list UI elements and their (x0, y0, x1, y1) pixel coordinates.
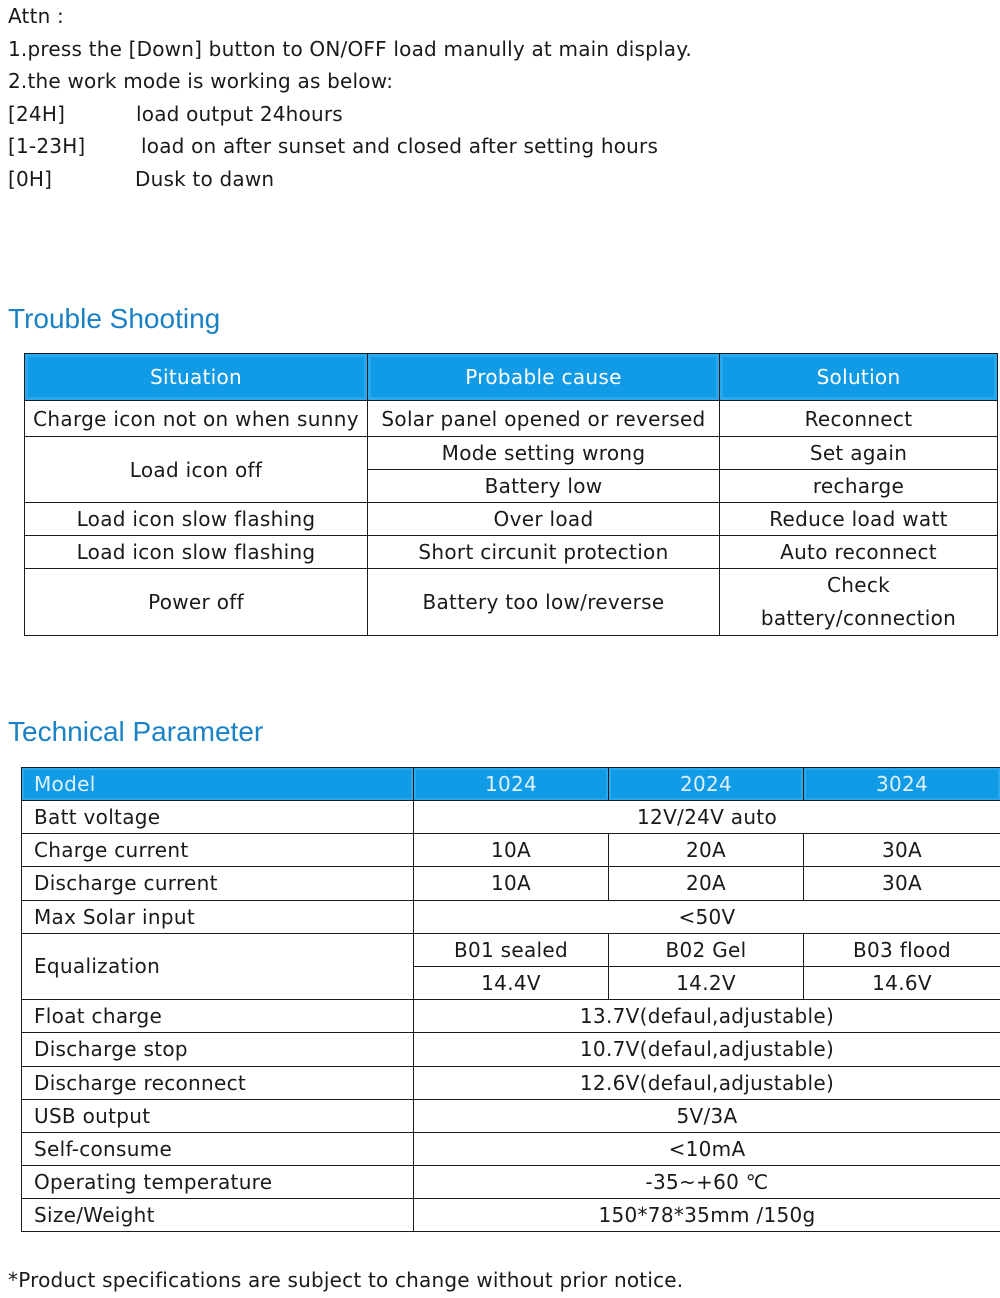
header-model-1024: 1024 (414, 768, 609, 801)
param-value: 14.2V (609, 966, 804, 999)
technical-parameter-heading: Technical Parameter (8, 716, 264, 747)
table-row (25, 503, 998, 536)
param-value: 14.4V (414, 966, 609, 999)
param-value: 30A (804, 834, 1000, 867)
table-row (25, 536, 998, 569)
trouble-shooting-heading: Trouble Shooting (8, 303, 221, 334)
mode-desc: load on after sunset and closed after setting hours (141, 134, 659, 158)
solution-cell: recharge (720, 470, 998, 503)
param-value: 5V/3A (414, 1099, 1000, 1132)
param-value: 20A (609, 834, 804, 867)
param-value: <50V (414, 900, 1000, 933)
table-row (22, 834, 1000, 867)
param-label: Size/Weight (22, 1199, 414, 1232)
table-row (25, 401, 998, 437)
cause-cell: Mode setting wrong (368, 437, 720, 470)
param-value: B01 sealed (414, 933, 609, 966)
solution-line: Check (826, 573, 891, 597)
mode-1-23h (8, 130, 692, 163)
header-solution: Solution (720, 354, 998, 401)
table-row (25, 569, 998, 636)
param-label: Float charge (22, 1000, 414, 1033)
attn-title: Attn : (8, 4, 64, 28)
mode-24h (8, 98, 692, 131)
param-label: Discharge stop (22, 1033, 414, 1066)
param-value: 14.6V (804, 966, 1000, 999)
solution-cell: Reduce load watt (720, 503, 998, 536)
situation-cell: Charge icon not on when sunny (25, 401, 368, 437)
solution-cell: Reconnect (720, 401, 998, 437)
param-value: 12.6V(defaul,adjustable) (414, 1066, 1000, 1099)
header-model: Model (22, 768, 414, 801)
header-situation: Situation (25, 354, 368, 401)
cause-cell: Solar panel opened or reversed (368, 401, 720, 437)
table-header-row (25, 354, 998, 401)
param-value: 13.7V(defaul,adjustable) (414, 1000, 1000, 1033)
param-label: Discharge reconnect (22, 1066, 414, 1099)
table-row (22, 1132, 1000, 1165)
param-value: <10mA (414, 1132, 1000, 1165)
table-header-row (22, 768, 1000, 801)
table-row (22, 900, 1000, 933)
situation-cell: Load icon slow flashing (25, 536, 368, 569)
technical-parameter-table (21, 767, 1000, 1232)
solution-cell: Set again (720, 437, 998, 470)
param-value: B03 flood (804, 933, 1000, 966)
param-label: USB output (22, 1099, 414, 1132)
param-value: 12V/24V auto (414, 801, 1000, 834)
attn-line-2: 2.the work mode is working as below: (8, 69, 394, 93)
table-row (25, 437, 998, 470)
param-value: B02 Gel (609, 933, 804, 966)
solution-line: battery/connection (760, 606, 957, 630)
table-row (22, 867, 1000, 900)
table-row (22, 1033, 1000, 1066)
table-row (22, 933, 1000, 966)
header-model-3024: 3024 (804, 768, 1000, 801)
mode-desc: load output 24hours (136, 101, 343, 126)
situation-cell: Load icon off (25, 437, 368, 503)
cause-cell: Short circunit protection (368, 536, 720, 569)
mode-tag: [0H] (8, 166, 53, 191)
cause-cell: Battery too low/reverse (368, 569, 720, 636)
param-label: Discharge current (22, 867, 414, 900)
param-value: -35~+60 ℃ (414, 1166, 1000, 1199)
mode-tag: [1-23H] (8, 134, 86, 158)
header-probable-cause: Probable cause (368, 354, 720, 401)
mode-desc: Dusk to dawn (135, 166, 275, 191)
trouble-shooting-table (24, 353, 998, 636)
param-value: 30A (804, 867, 1000, 900)
mode-tag: [24H] (8, 101, 66, 126)
param-label: Operating temperature (22, 1166, 414, 1199)
param-value: 10A (414, 867, 609, 900)
param-label: Batt voltage (22, 801, 414, 834)
attn-notes (8, 0, 692, 195)
table-row (22, 1099, 1000, 1132)
param-value: 10A (414, 834, 609, 867)
situation-cell: Power off (25, 569, 368, 636)
table-row (22, 801, 1000, 834)
param-label: Charge current (22, 834, 414, 867)
table-row (22, 1000, 1000, 1033)
param-label: Self-consume (22, 1132, 414, 1165)
situation-cell: Load icon slow flashing (25, 503, 368, 536)
param-value: 150*78*35mm /150g (414, 1199, 1000, 1232)
solution-cell: Auto reconnect (720, 536, 998, 569)
table-row (22, 1199, 1000, 1232)
footnote: *Product specifications are subject to change without prior notice. (8, 1268, 684, 1292)
cause-cell: Over load (368, 503, 720, 536)
param-label: Max Solar input (22, 900, 414, 933)
table-row (22, 1066, 1000, 1099)
solution-cell (720, 569, 998, 636)
cause-cell: Battery low (368, 470, 720, 503)
table-row (22, 1166, 1000, 1199)
param-value: 10.7V(defaul,adjustable) (414, 1033, 1000, 1066)
attn-line-1: 1.press the [Down] button to ON/OFF load manully at main display. (8, 36, 692, 61)
mode-0h (8, 163, 692, 196)
param-label: Equalization (22, 933, 414, 999)
param-value: 20A (609, 867, 804, 900)
header-model-2024: 2024 (609, 768, 804, 801)
